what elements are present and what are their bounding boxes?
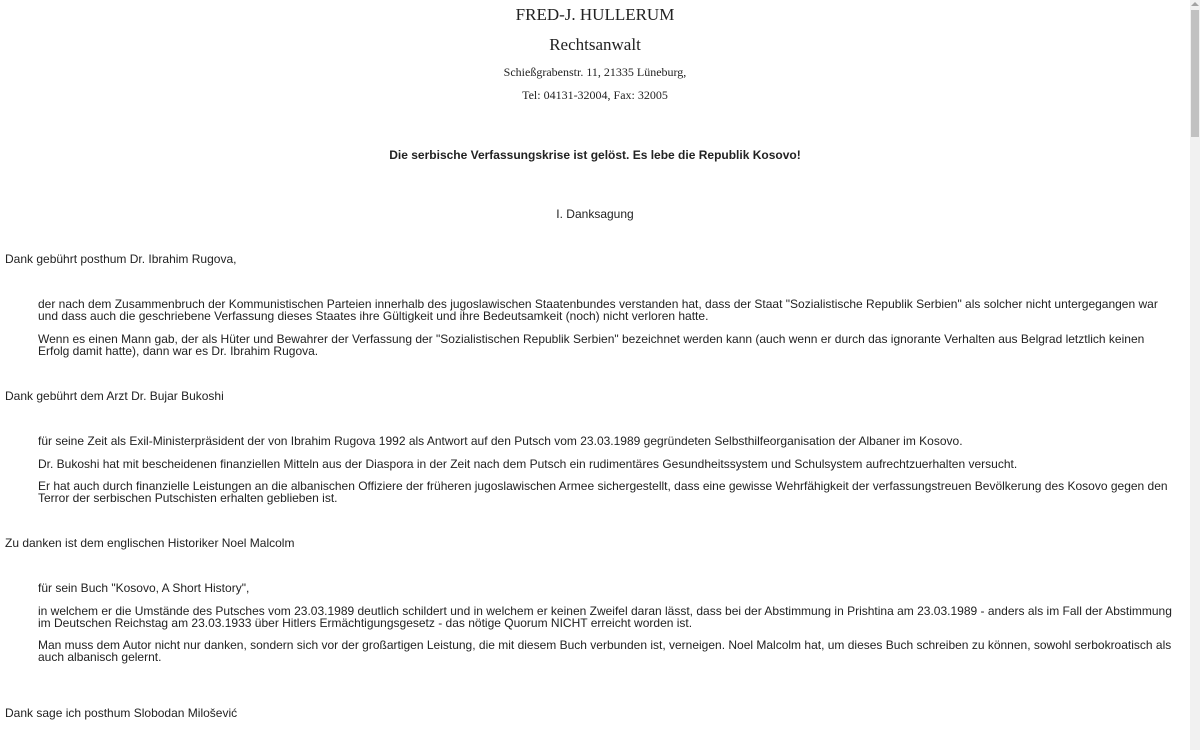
document-headline: Die serbische Verfassungskrise ist gelöst. Es lebe die Republik Kosovo! [389,148,801,162]
acknowledgement-paragraph: Dr. Bukoshi hat mit bescheidenen finanziellen Mitteln aus der Diaspora in der Zeit nach dem Putsch ein rudimentäres Gesundheitssystem und Schulsystem aufrechtzuerhalten versucht. [38,457,1018,471]
author-name: FRED-J. HULLERUM [515,5,675,24]
author-contact: Tel: 04131-32004, Fax: 32005 [522,88,668,102]
acknowledgement-paragraph: in welchem er die Umstände des Putsches vom 23.03.1989 deutlich schildert und in welchem er keinen Zweifel daran lässt, dass bei der Abstimmung in Prishtina am 23.03.1989 - anders als im Fall der Abstimmung im Deutschen Reichstag am 23.03.1933 über Hitlers Ermächtigungsgesetz - das nötige Quorum NICHT erreicht worden ist. [38,604,1172,630]
acknowledgement-paragraph: Wenn es einen Mann gab, der als Hüter und Bewahrer der Verfassung der "Sozialistischen Republik Serbien" bezeichnet werden kann (auch wenn er durch das ignorante Verhalten aus Belgrad letztlich keinen Erfolg damit hatte), dann war es Dr. Ibrahim Rugova. [38,332,1145,358]
author-profession: Rechtsanwalt [549,35,641,54]
acknowledgement-lead: Dank sage ich posthum Slobodan Milošević [5,706,238,720]
author-address: Schießgrabenstr. 11, 21335 Lüneburg, [503,65,687,79]
acknowledgement-lead: Zu danken ist dem englischen Historiker Noel Malcolm [5,536,295,550]
scroll-up-arrow-icon[interactable] [1191,2,1199,6]
scrollbar-thumb[interactable] [1191,10,1199,137]
acknowledgement-paragraph: der nach dem Zusammenbruch der Kommunistischen Parteien innerhalb des jugoslawischen Staatenbundes verstanden hat, dass der Staat "Sozialistische Republik Serbien" als solcher nicht untergegangen war und dass auch die geschriebene Verfassung dieses Staates ihre Gültigkeit und ihre Bedeutsamkeit (noch) nicht verloren hatte. [38,297,1158,323]
section-title: I. Danksagung [556,207,634,221]
acknowledgement-paragraph: für sein Buch "Kosovo, A Short History", [38,581,250,595]
acknowledgement-paragraph: Er hat auch durch finanzielle Leistungen an die albanischen Offiziere der früheren jugoslawischen Armee sichergestellt, dass eine gewisse Wehrfähigkeit der verfassungstreuen Bevölkerung des Kosovo gegen den Terror der serbischen Putschisten erhalten geblieben ist. [38,479,1168,505]
acknowledgement-lead: Dank gebührt dem Arzt Dr. Bujar Bukoshi [5,389,224,403]
vertical-scrollbar[interactable] [1190,0,1200,750]
acknowledgement-lead: Dank gebührt posthum Dr. Ibrahim Rugova, [5,252,237,266]
acknowledgement-paragraph: Man muss dem Autor nicht nur danken, sondern sich vor der großartigen Leistung, die mit diesem Buch verbunden ist, verneigen. Noel Malcolm hat, um dieses Buch schreiben zu können, sowohl serbokroatisch als auch albanisch gelernt. [38,638,1172,664]
acknowledgement-paragraph: für seine Zeit als Exil-Ministerpräsident der von Ibrahim Rugova 1992 als Antwort auf den Putsch vom 23.03.1989 gegründeten Selbsthilfeorganisation der Albaner im Kosovo. [38,434,963,448]
